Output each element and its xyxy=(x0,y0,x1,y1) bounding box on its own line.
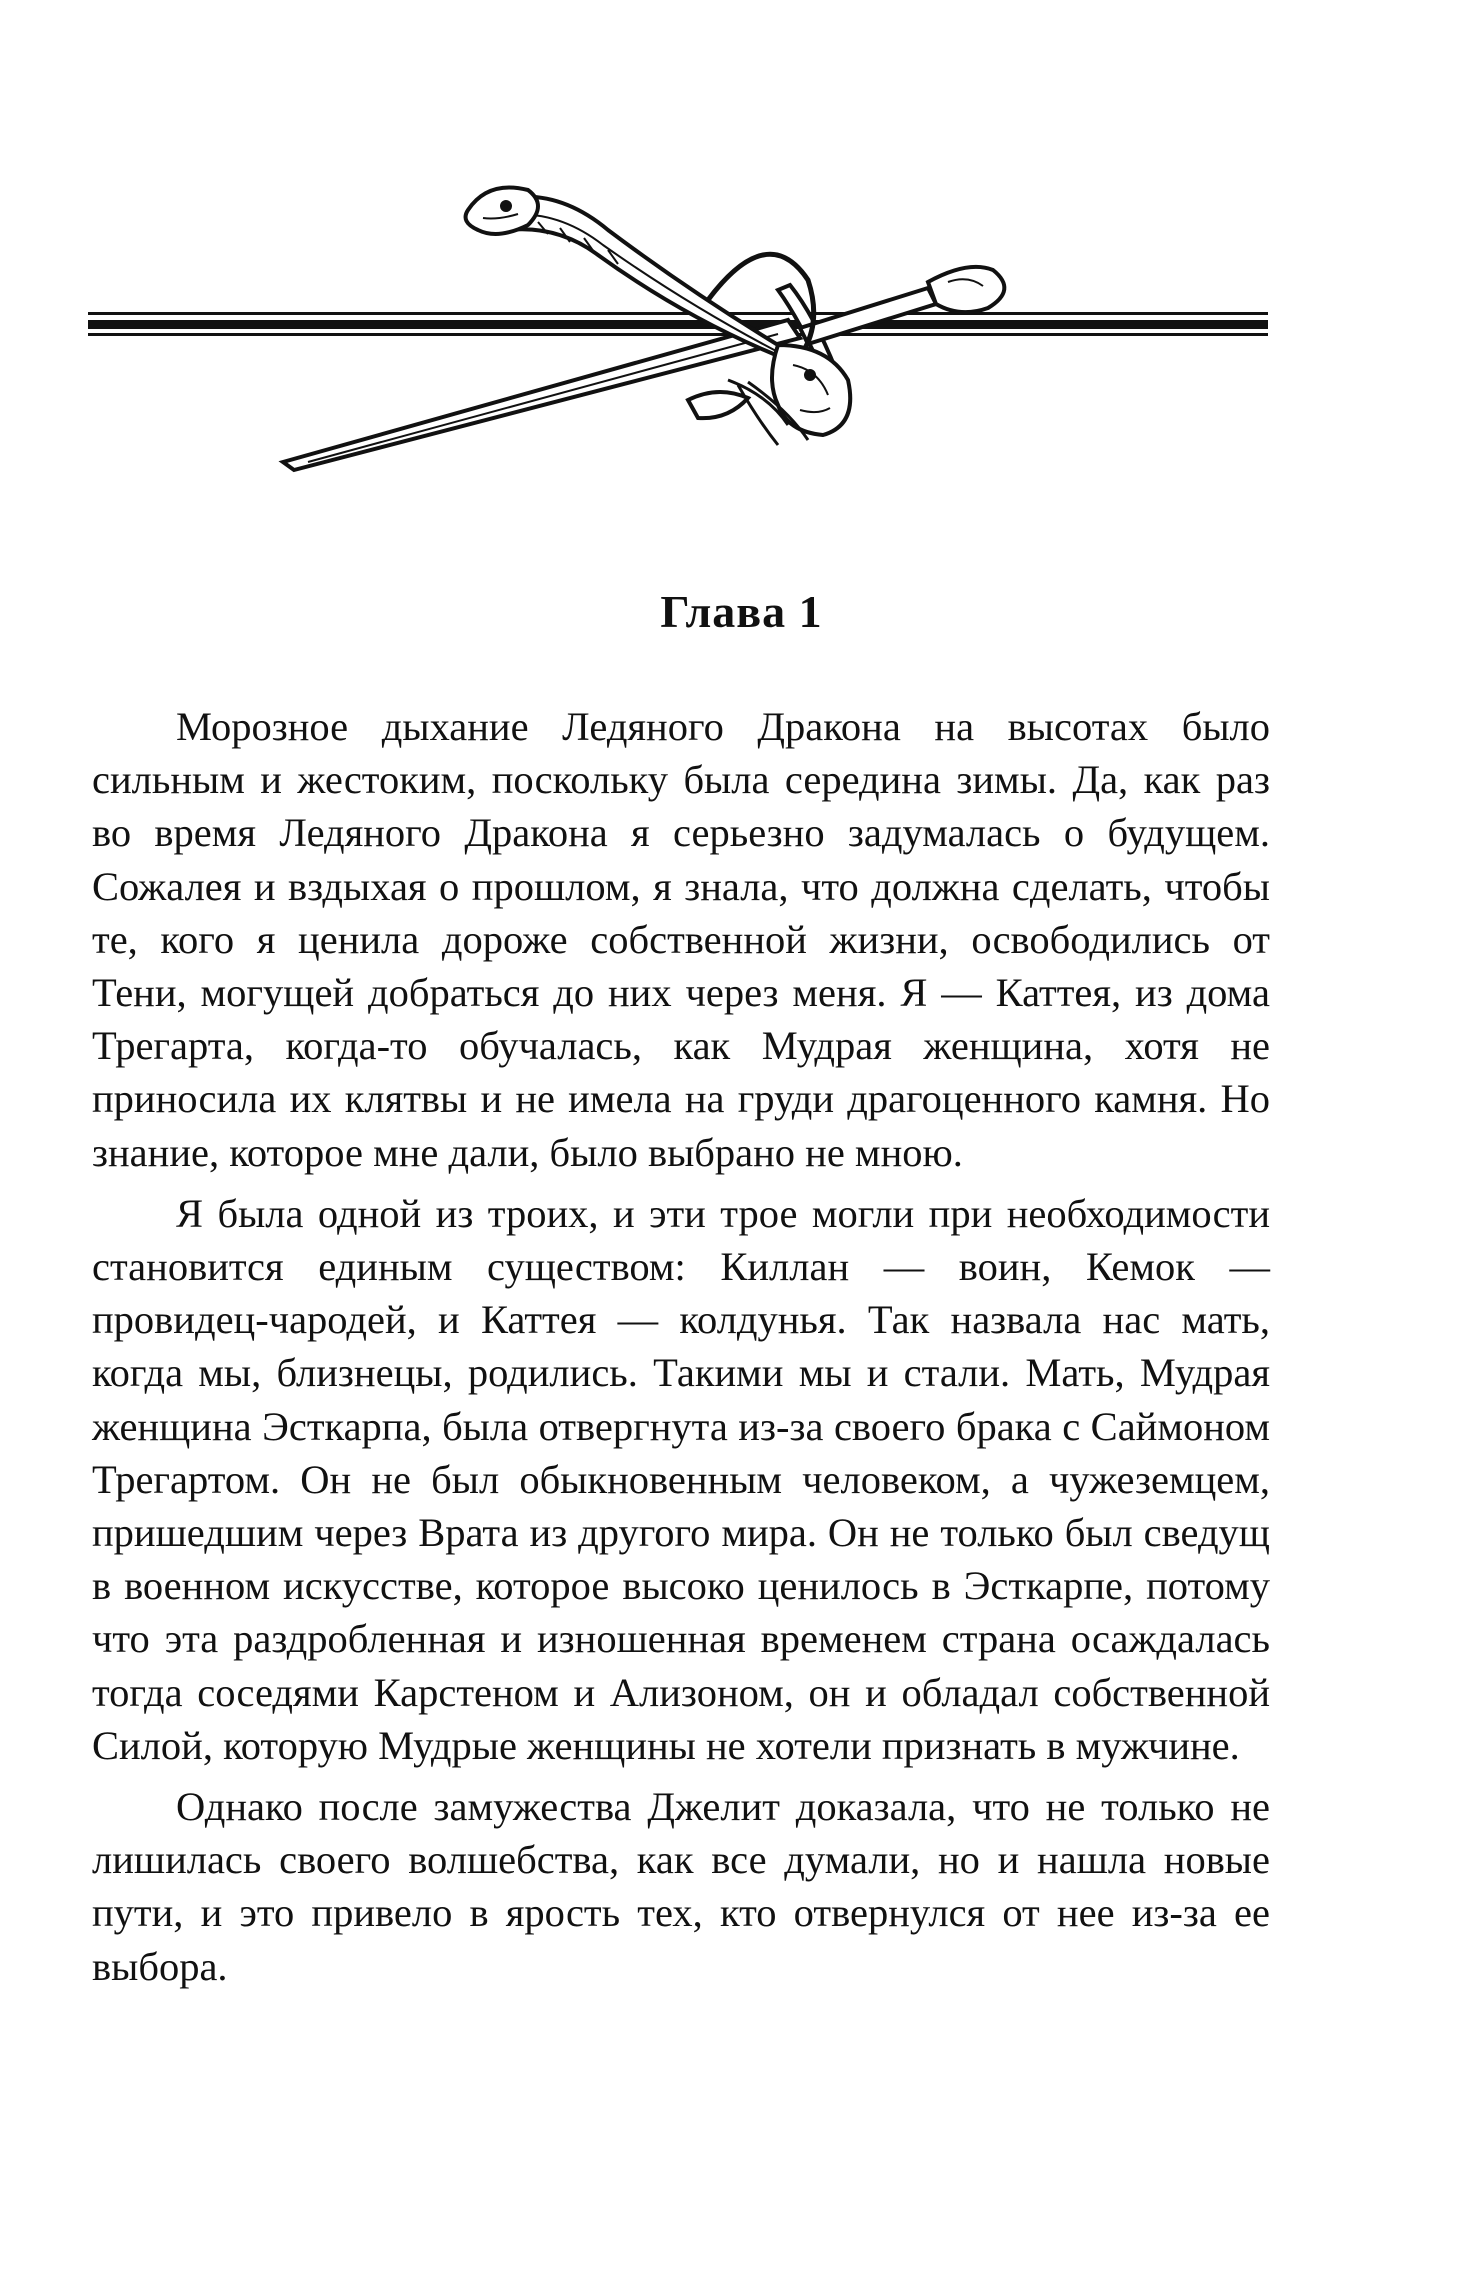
paragraph: Однако после замужества Джелит доказала, что не только не лишилась своего волшебства, как все думали, но и нашла новые пути, и это привело в ярость тех, кто отвернулся от нее из-за ее выбора. xyxy=(92,1784,1270,1989)
serpent-head-icon xyxy=(466,188,538,235)
chapter-body xyxy=(92,700,1270,2001)
paragraph: Морозное дыхание Ледяного Дракона на высотах было сильным и жестоким, поскольку была середина зимы. Да, как раз во время Ледяного Дракона я серьезно задумалась о будущем. Сожалея и вздыхая о прошлом, я знала, что должна сделать, чтобы те, кого я ценила дороже собственной жизни, освободились от Тени, могущей добраться до них через меня. Я — Каттея, из дома Трегарта, когда-то обучалась, как Мудрая женщина, хотя не приносила их клятвы и не имела на груди драгоценного камня. Но знание, которое мне дали, было выбрано не мною. xyxy=(92,704,1270,1175)
paragraph: Я была одной из троих, и эти трое могли при необходимости становится единым существом: Киллан — воин, Кемок — провидец-чародей, и Каттея — колдунья. Так назвала нас мать, когда мы, близнецы, родились. Такими мы и стали. Мать, Мудрая женщина Эсткарпа, была отвергнута из-за своего брака с Саймоном Трегартом. Он не был обыкновенным человеком, а чужеземцем, пришедшим через Врата из другого мира. Он не только был сведущ в военном искусстве, которое высоко ценилось в Эсткарпе, потому что эта раздробленная и изношенная временем страна осаждалась тогда соседями Карстеном и Ализоном, он и обладал собственной Силой, которую Мудрые женщины не хотели признать в мужчине. xyxy=(92,1190,1270,1768)
straight-sword-icon xyxy=(283,267,1004,470)
chapter-title: Глава 1 xyxy=(660,586,823,637)
crossed-swords-ornament-icon xyxy=(88,170,1268,510)
